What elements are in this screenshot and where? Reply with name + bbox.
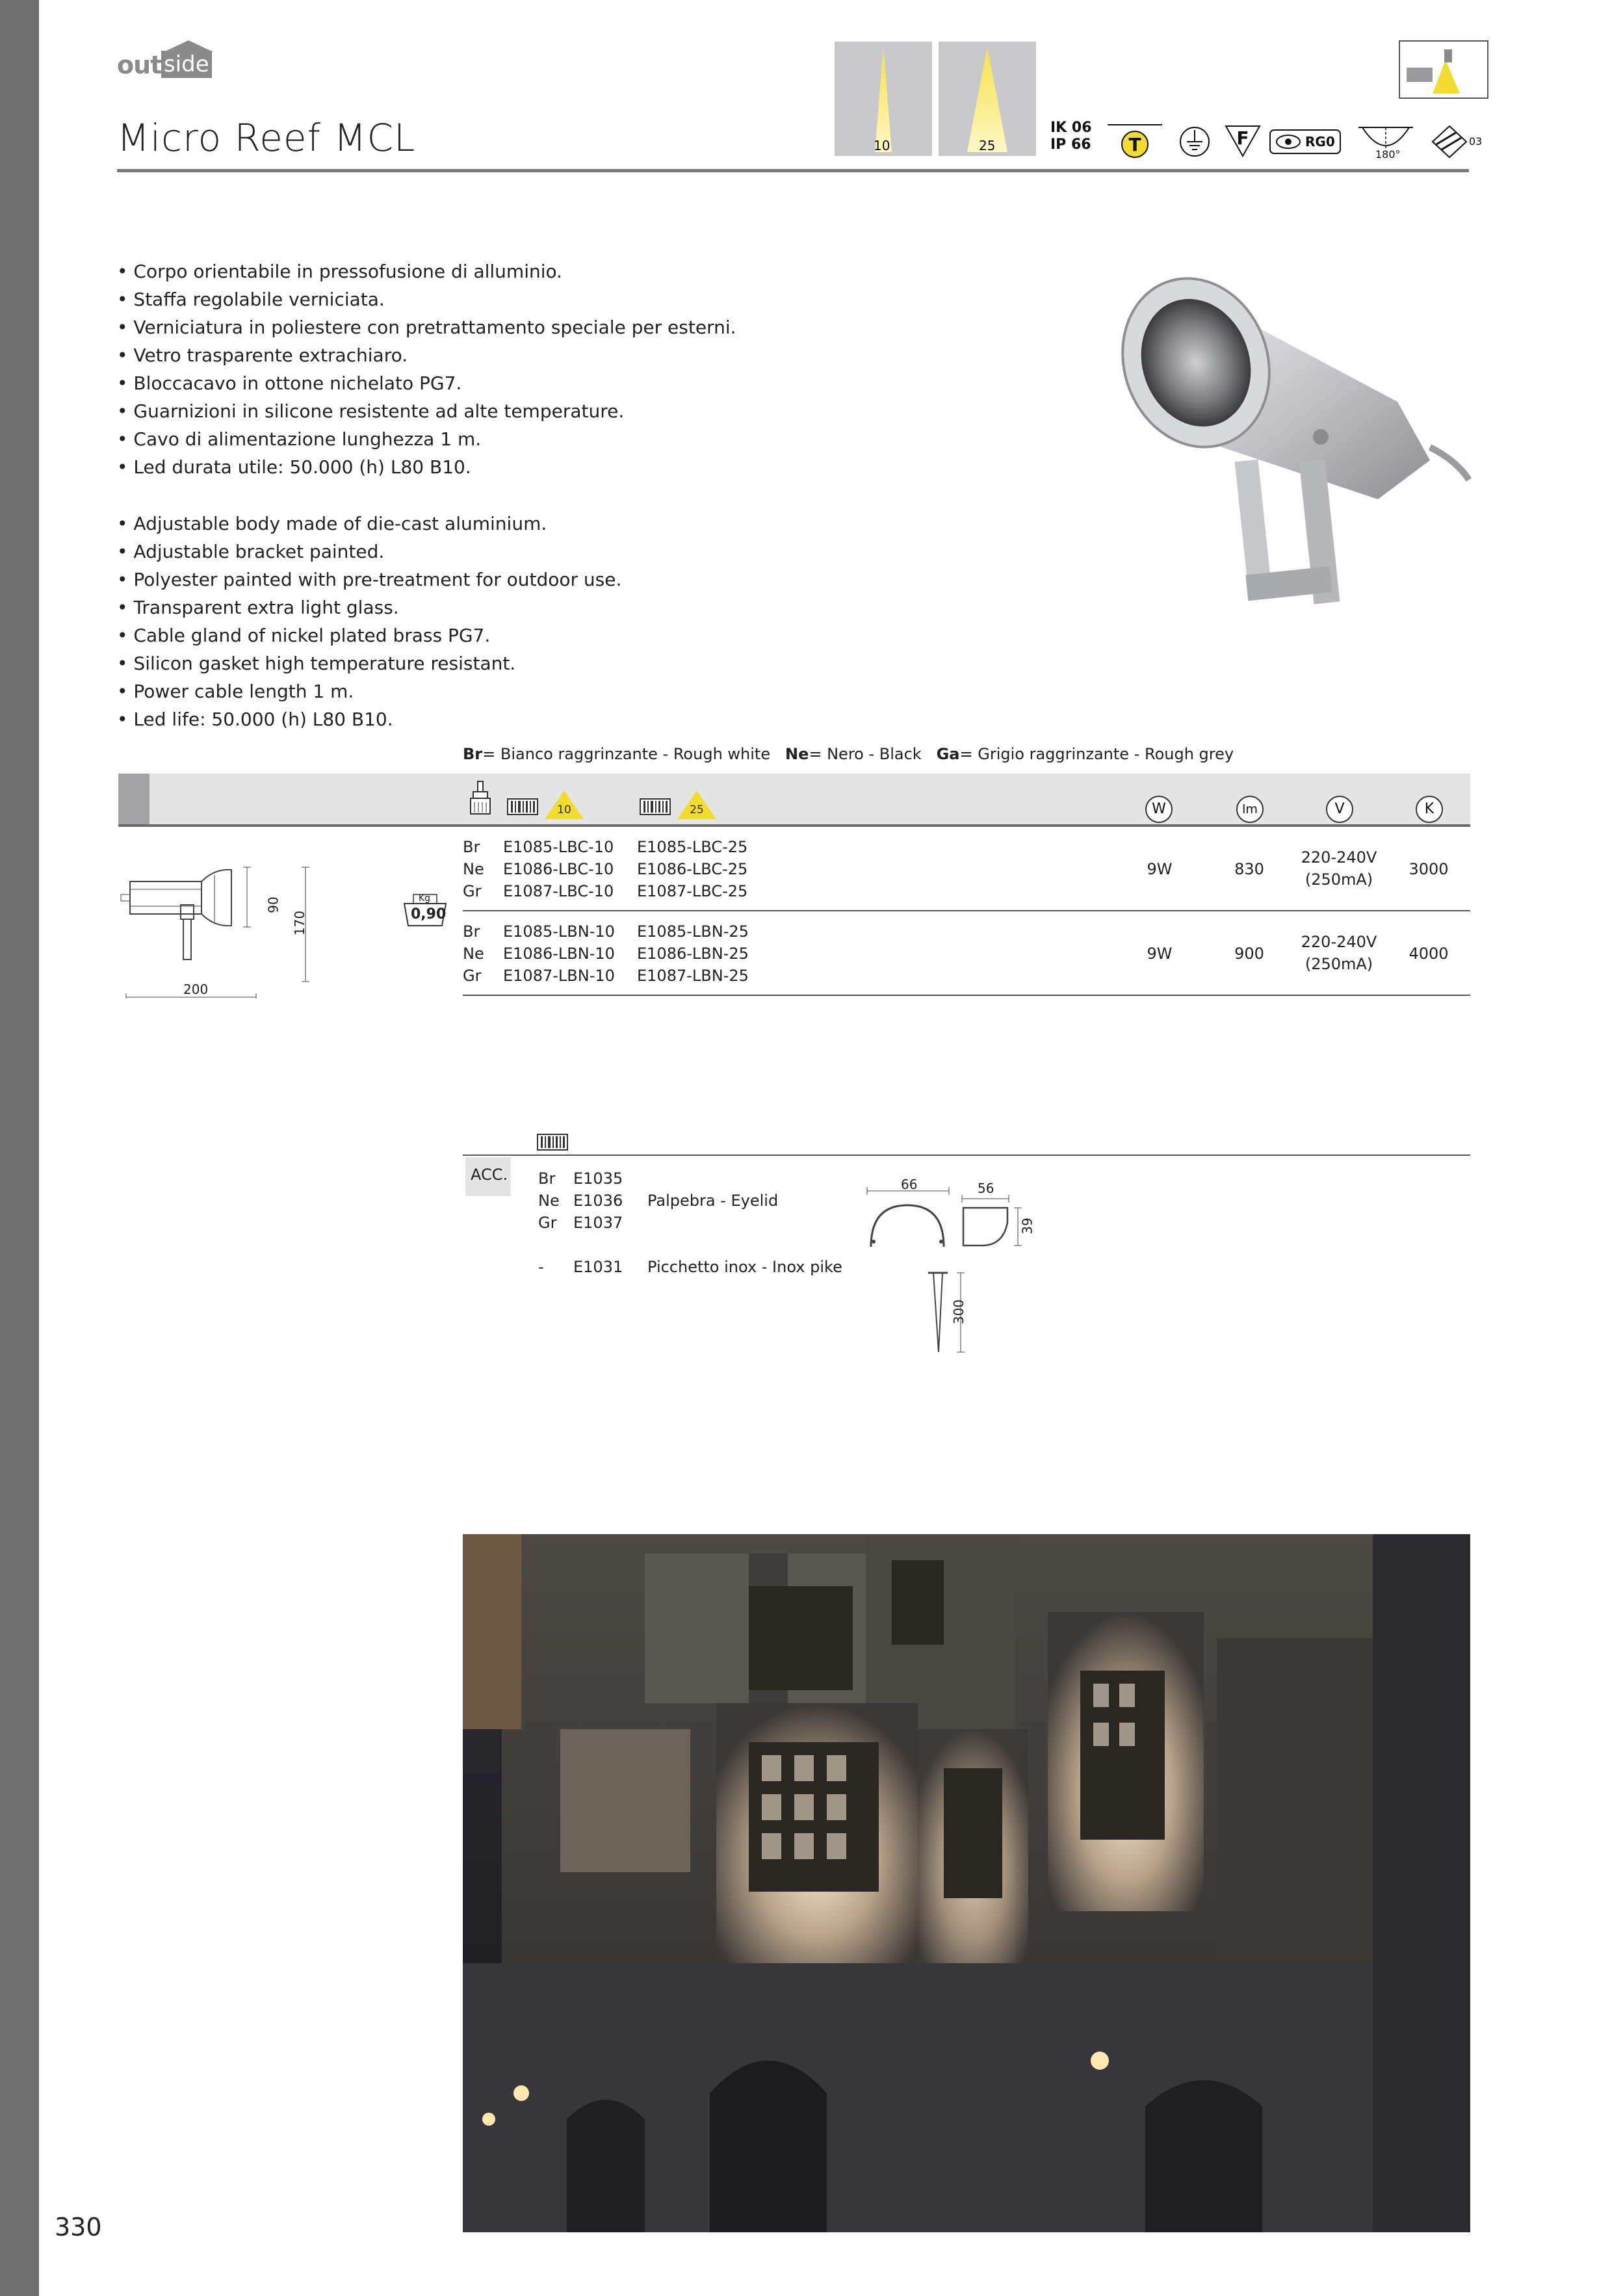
accessories-label: ACC. xyxy=(471,1166,508,1184)
beam-10-badge-icon xyxy=(543,789,585,823)
dim-total-height: 170 xyxy=(292,910,308,936)
title-rule xyxy=(117,169,1469,172)
group2-finishes xyxy=(463,920,484,987)
finish-legend xyxy=(463,745,1234,763)
article-code: E1086-LBN-25 xyxy=(637,945,749,963)
barcode-icon xyxy=(640,798,671,818)
eyelid-dim-c: 39 xyxy=(1019,1218,1035,1234)
article-code: E1087-LBC-10 xyxy=(503,882,614,900)
finish-code: Gr xyxy=(538,1214,557,1232)
article-code: E1086-LBN-10 xyxy=(503,945,615,963)
finish-ga-code: Ga xyxy=(936,745,960,763)
feature-en-item: • Transparent extra light glass. xyxy=(117,597,399,618)
product-title: Micro Reef MCL xyxy=(117,116,416,160)
group1-codes-10 xyxy=(503,836,614,902)
group1-kelvin: 3000 xyxy=(1409,860,1449,878)
current-value: (250mA) xyxy=(1305,870,1373,889)
mounting-position-icon xyxy=(1399,40,1488,99)
beam-25-badge-icon xyxy=(676,789,718,823)
article-code: E1085-LBN-10 xyxy=(503,922,615,941)
finish-ga-text: = Grigio raggrinzante - Rough grey xyxy=(959,745,1234,763)
finish-code: Gr xyxy=(463,882,482,900)
feature-en-item: • Power cable length 1 m. xyxy=(117,681,354,702)
product-image xyxy=(1092,265,1482,629)
eyelid-codes xyxy=(573,1168,623,1234)
table-header-marker xyxy=(118,774,149,824)
earth-class-icon xyxy=(1175,122,1214,159)
beam-10-badge-label: 10 xyxy=(557,803,571,816)
finish-br-code: Br xyxy=(463,745,483,763)
rotation-angle-icon xyxy=(1356,122,1416,163)
svg-text:T: T xyxy=(1128,134,1141,155)
finish-code: Ne xyxy=(463,945,484,963)
article-code: E1085-LBN-25 xyxy=(637,922,749,941)
photobiological-rg-icon xyxy=(1269,122,1342,159)
finish-code: Gr xyxy=(463,967,482,985)
group2-watt: 9W xyxy=(1147,945,1173,963)
pike-dim-length: 300 xyxy=(951,1299,967,1325)
group2-lumen: 900 xyxy=(1234,945,1264,963)
finish-code: Br xyxy=(463,838,480,856)
logo-out-text: out xyxy=(117,51,162,79)
article-code: E1037 xyxy=(573,1214,623,1232)
eyelid-description: Palpebra - Eyelid xyxy=(647,1192,779,1210)
weight-badge xyxy=(403,893,447,927)
volt-column-icon: V xyxy=(1326,796,1353,823)
ik-rating: IK 06 xyxy=(1050,120,1092,136)
finish-code: Ne xyxy=(463,860,484,878)
article-code: E1086-LBC-25 xyxy=(637,860,748,878)
current-value: (250mA) xyxy=(1305,955,1373,973)
application-photo xyxy=(463,1534,1470,2232)
table-row-divider xyxy=(463,910,1470,911)
logo-side-text: side xyxy=(161,51,212,78)
article-code: E1036 xyxy=(573,1192,623,1210)
watt-column-icon: W xyxy=(1145,796,1173,823)
beam-10-label: 10 xyxy=(874,138,890,153)
article-code: E1087-LBN-10 xyxy=(503,967,615,985)
feature-en-item: • Cable gland of nickel plated brass PG7. xyxy=(117,625,491,646)
beam-10-icon xyxy=(835,42,932,156)
feature-it-item: • Bloccacavo in ottone nichelato PG7. xyxy=(117,372,462,394)
eyelid-dim-a: 66 xyxy=(901,1177,918,1192)
group1-lumen: 830 xyxy=(1234,860,1264,878)
feature-it-item: • Staffa regolabile verniciata. xyxy=(117,289,385,310)
article-code: E1086-LBC-10 xyxy=(503,860,614,878)
svg-text:F: F xyxy=(1236,127,1249,149)
protection-ratings xyxy=(1050,120,1092,153)
feature-en-item: • Adjustable body made of die-cast aluminium. xyxy=(117,513,547,534)
article-code: E1087-LBN-25 xyxy=(637,967,749,985)
feature-en-item: • Led life: 50.000 (h) L80 B10. xyxy=(117,709,393,730)
pike-description: Picchetto inox - Inox pike xyxy=(647,1258,842,1276)
beam-25-badge-label: 25 xyxy=(690,803,704,816)
page-number: 330 xyxy=(55,2213,102,2241)
finish-code: Br xyxy=(538,1169,556,1188)
ce-mark-icon xyxy=(1427,122,1483,159)
group1-codes-25 xyxy=(637,836,747,902)
accessories-rule xyxy=(463,1155,1470,1156)
beam-25-label: 25 xyxy=(979,138,996,153)
rg-label: RG0 xyxy=(1305,134,1335,150)
finish-code: Br xyxy=(463,922,480,941)
eyelid-drawing xyxy=(864,1177,1033,1255)
group1-watt: 9W xyxy=(1147,860,1173,878)
ip-rating: IP 66 xyxy=(1050,137,1091,153)
finish-brush-icon xyxy=(468,780,494,819)
lumen-column-icon: lm xyxy=(1236,796,1264,823)
article-code: E1087-LBC-25 xyxy=(637,882,748,900)
barcode-icon xyxy=(507,798,538,818)
group2-codes-10 xyxy=(503,920,615,987)
side-bar xyxy=(0,0,39,2296)
feature-it-item: • Corpo orientabile in pressofusione di alluminio. xyxy=(117,261,563,282)
weight-value: 0,90 xyxy=(411,906,447,922)
group2-voltage xyxy=(1287,931,1391,975)
article-code: E1085-LBC-25 xyxy=(637,838,748,856)
table-header-rule xyxy=(118,824,1470,827)
eyelid-dim-b: 56 xyxy=(978,1181,994,1196)
thermal-t-icon xyxy=(1105,122,1165,159)
weight-unit: Kg xyxy=(419,893,431,904)
kelvin-column-icon: K xyxy=(1416,796,1443,823)
feature-it-item: • Cavo di alimentazione lunghezza 1 m. xyxy=(117,428,482,450)
table-header xyxy=(118,774,1470,824)
feature-en-item: • Adjustable bracket painted. xyxy=(117,541,385,562)
eyelid-finishes xyxy=(538,1168,560,1234)
dim-width: 200 xyxy=(183,982,209,997)
voltage-value: 220-240V xyxy=(1301,848,1377,867)
feature-en-item: • Silicon gasket high temperature resistant. xyxy=(117,653,516,674)
feature-it-item: • Guarnizioni in silicone resistente ad alte temperature. xyxy=(117,400,625,422)
ce-code: 03 xyxy=(1469,135,1483,148)
feature-it-item: • Vetro trasparente extrachiaro. xyxy=(117,345,408,366)
finish-code: Ne xyxy=(538,1192,560,1210)
rotation-angle-label: 180° xyxy=(1375,148,1401,161)
table-bottom-rule xyxy=(463,995,1470,996)
group1-finishes xyxy=(463,836,484,902)
finish-br-text: = Bianco raggrinzante - Rough white xyxy=(482,745,771,763)
pike-finish: - xyxy=(538,1258,544,1276)
finish-ne-text: = Nero - Black xyxy=(809,745,922,763)
finish-ne-code: Ne xyxy=(785,745,809,763)
article-code: E1085-LBC-10 xyxy=(503,838,614,856)
barcode-icon xyxy=(537,1134,568,1153)
group2-kelvin: 4000 xyxy=(1409,945,1449,963)
accessories-label-box xyxy=(465,1157,511,1196)
f-mark-icon xyxy=(1222,122,1264,159)
feature-it-item: • Verniciatura in poliestere con pretrattamento speciale per esterni. xyxy=(117,317,736,338)
feature-it-item: • Led durata utile: 50.000 (h) L80 B10. xyxy=(117,456,471,478)
group1-voltage xyxy=(1287,846,1391,891)
feature-en-item: • Polyester painted with pre-treatment for outdoor use. xyxy=(117,569,622,590)
group2-codes-25 xyxy=(637,920,749,987)
dim-head-height: 90 xyxy=(265,896,281,913)
article-code: E1035 xyxy=(573,1169,623,1188)
features-italian xyxy=(117,257,736,481)
voltage-value: 220-240V xyxy=(1301,933,1377,951)
pike-code: E1031 xyxy=(573,1258,623,1276)
features-english xyxy=(117,510,621,733)
beam-25-icon xyxy=(939,42,1036,156)
